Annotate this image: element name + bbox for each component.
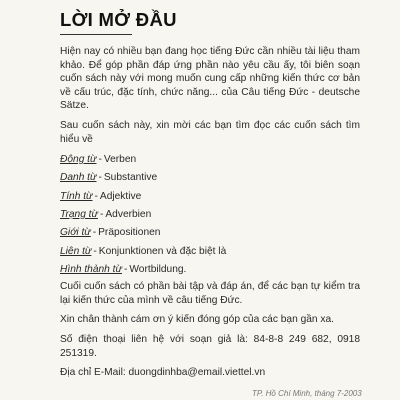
page-title: LỜI MỞ ĐẦU xyxy=(60,9,177,30)
topic-separator: - xyxy=(99,209,104,221)
topic-term: Trạng từ xyxy=(60,209,98,221)
preface-body xyxy=(60,45,360,386)
topic-item xyxy=(60,169,360,187)
topic-term: Giới từ xyxy=(60,227,91,239)
topic-list xyxy=(60,151,360,279)
topic-term: Danh từ xyxy=(60,172,97,184)
topic-term: Tính từ xyxy=(60,190,93,202)
paragraph-exercises: Cuối cuốn sách có phần bài tập và đáp án, để các bạn tự kiểm tra lại kiến thức của mình về câu tiếng Đức. xyxy=(60,281,360,306)
topic-german: Substantive xyxy=(103,172,158,184)
topic-german: Konjunktionen và đặc biệt là xyxy=(98,245,227,257)
topic-term: Liên từ xyxy=(60,245,92,257)
topic-term: Động từ xyxy=(60,154,97,166)
topic-item xyxy=(60,224,360,242)
topic-item xyxy=(60,188,360,206)
topic-item xyxy=(60,206,360,224)
topic-separator: - xyxy=(92,227,97,239)
topic-item xyxy=(60,261,360,279)
topic-separator: - xyxy=(98,172,102,184)
paragraph-intro: Hiện nay có nhiều bạn đang học tiếng Đức cần nhiều tài liệu tham khảo. Để góp phần đáp ứng phần nào yêu cầu ấy, tôi biên soạn cuốn sách này với mong muốn cung cấp những kiến thức cơ bản về cấu trúc, đặc tính, chức năng... của Câu tiếng Đức - deutsche Sätze. xyxy=(60,46,360,112)
topic-item xyxy=(60,151,360,169)
topic-german: Verben xyxy=(103,154,137,166)
topic-separator: - xyxy=(123,263,128,275)
title-underline xyxy=(60,34,132,35)
place-date-footer: TP. Hồ Chí Minh, tháng 7-2003 xyxy=(252,389,362,398)
paragraph-email: Địa chỉ E-Mail: duongdinhba@email.viettel.vn xyxy=(60,367,266,379)
topic-german: Adjektive xyxy=(99,190,142,202)
topic-separator: - xyxy=(93,245,97,257)
topic-item xyxy=(60,243,360,261)
topic-german: Wortbildung. xyxy=(129,263,187,275)
paragraph-phone: Số điện thoại liên hệ với soạn giả là: 84-8-8 249 682, 0918 251319. xyxy=(60,334,360,359)
topic-term: Hình thành từ xyxy=(60,263,122,275)
topic-separator: - xyxy=(94,190,98,202)
paragraph-thanks: Xin chân thành cám ơn ý kiến đóng góp của các bạn gần xa. xyxy=(60,314,335,326)
paragraph-reading-suggestion: Sau cuốn sách này, xin mời các bạn tìm đọc các cuốn sách tìm hiểu về xyxy=(60,119,360,145)
topic-german: Adverbien xyxy=(105,209,152,221)
topic-separator: - xyxy=(98,154,102,166)
topic-german: Präpositionen xyxy=(98,227,161,239)
